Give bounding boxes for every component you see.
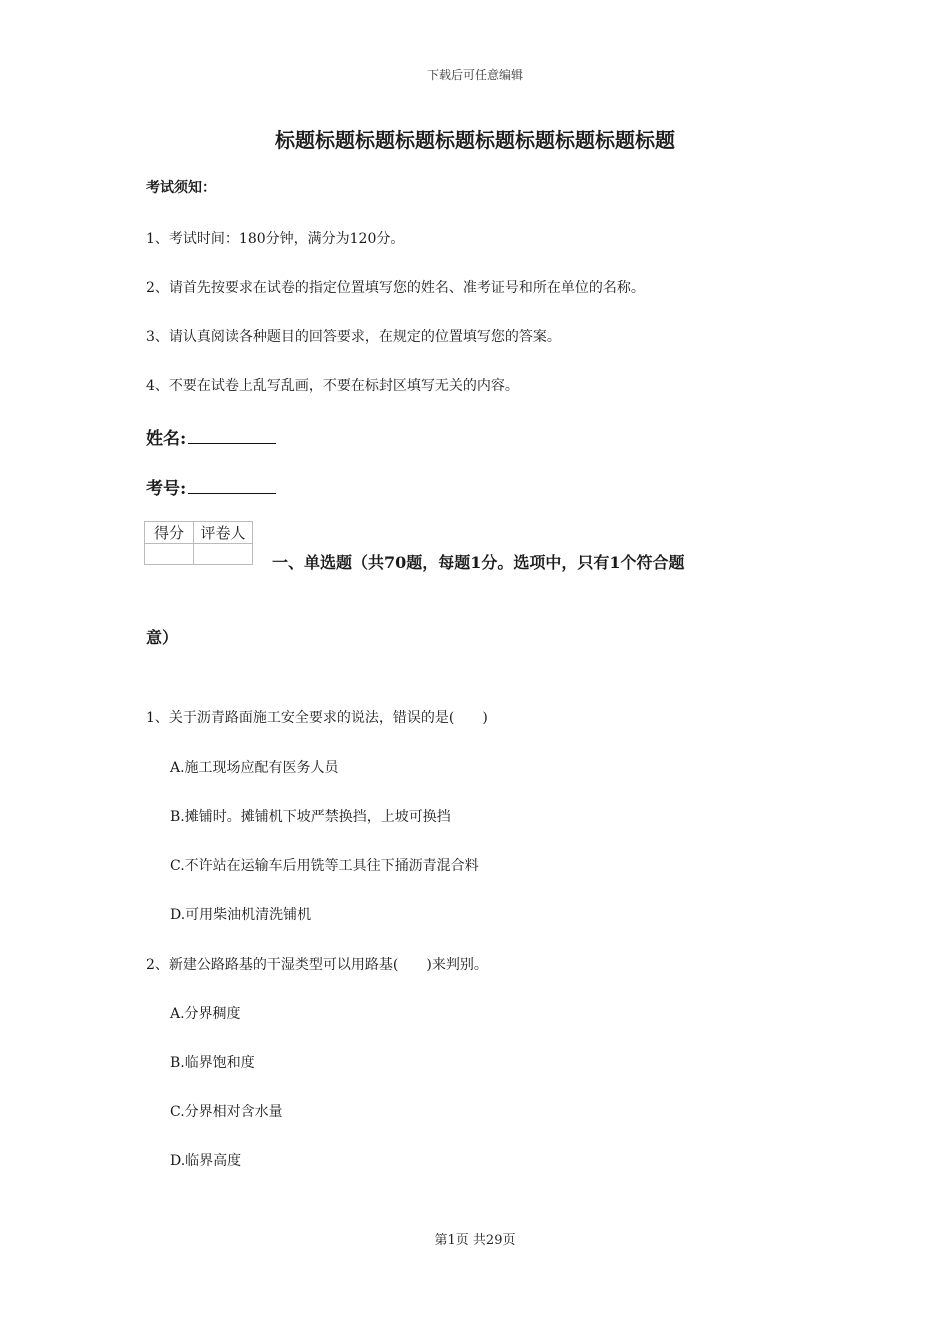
score-table [144, 521, 253, 565]
grader-header: 评卷人 [194, 522, 253, 544]
score-cell[interactable] [145, 544, 194, 565]
question-2-option-a: A.分界稠度 [170, 1006, 241, 1022]
exam-number-label: 考号: [146, 479, 187, 499]
section-heading: 一、单选题（共70题，每题1分。选项中，只有1个符合题 [272, 553, 685, 572]
name-label: 姓名: [146, 429, 187, 449]
section-heading-continued: 意） [146, 628, 179, 647]
exam-number-blank[interactable] [188, 475, 276, 494]
question-2: 2、新建公路路基的干湿类型可以用路基( )来判别。 [146, 957, 488, 973]
question-2-option-c: C.分界相对含水量 [170, 1104, 283, 1120]
notice-heading: 考试须知： [146, 180, 216, 196]
document-title: 标题标题标题标题标题标题标题标题标题标题 [275, 128, 675, 152]
question-1-option-b: B.摊铺时。摊铺机下坡严禁换挡，上坡可换挡 [170, 809, 451, 825]
score-table-entry [145, 544, 253, 565]
score-header: 得分 [145, 522, 194, 544]
question-2-option-b: B.临界饱和度 [170, 1055, 255, 1071]
question-1: 1、关于沥青路面施工安全要求的说法，错误的是( ) [146, 710, 488, 726]
header-note: 下载后可任意编辑 [426, 68, 523, 82]
notice-item: 2、请首先按要求在试卷的指定位置填写您的姓名、准考证号和所在单位的名称。 [146, 280, 645, 296]
name-field [146, 424, 276, 449]
question-1-option-c: C.不许站在运输车后用铣等工具往下捅沥青混合料 [170, 858, 479, 874]
notice-item: 3、请认真阅读各种题目的回答要求，在规定的位置填写您的答案。 [146, 329, 561, 345]
grader-cell[interactable] [194, 544, 253, 565]
page-number: 第1页 共29页 [434, 1233, 516, 1248]
question-1-option-a: A.施工现场应配有医务人员 [170, 760, 339, 776]
score-table-header [145, 522, 253, 544]
notice-item: 4、不要在试卷上乱写乱画，不要在标封区填写无关的内容。 [146, 378, 519, 394]
name-blank[interactable] [188, 425, 276, 444]
exam-number-field [146, 474, 276, 499]
notice-item: 1、考试时间：180分钟，满分为120分。 [146, 231, 405, 247]
question-2-option-d: D.临界高度 [170, 1153, 242, 1169]
question-1-option-d: D.可用柴油机清洗铺机 [170, 907, 312, 923]
